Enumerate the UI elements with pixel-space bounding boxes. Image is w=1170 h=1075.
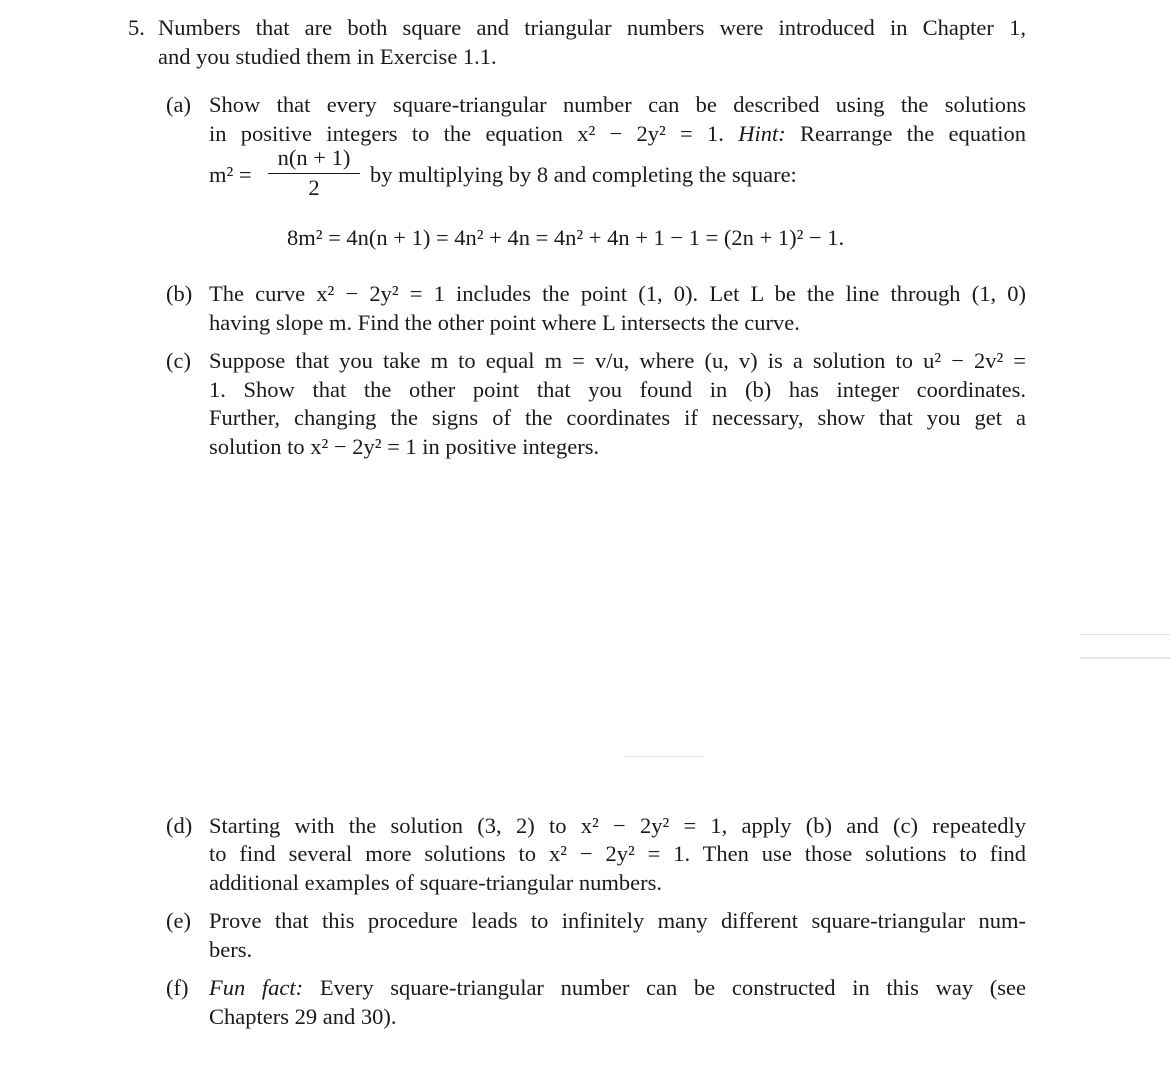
scan-artifact-line <box>625 756 705 757</box>
intro-line-2: and you studied them in Exercise 1.1. <box>158 44 497 69</box>
fraction-numerator: n(n + 1) <box>277 145 351 170</box>
part-c-line-4: solution to x² − 2y² = 1 in positive integers. <box>209 434 600 459</box>
part-d-line-1: Starting with the solution (3, 2) to x² − 2y² = 1, apply (b) and (c) repeatedly <box>209 813 1026 838</box>
problem-number: 5. <box>128 15 145 40</box>
fun-fact-label: Fun fact: <box>209 975 304 1000</box>
part-f-line-2: Chapters 29 and 30). <box>209 1004 397 1029</box>
part-c-label: (c) <box>166 348 191 373</box>
part-a-line-1: Show that every square-triangular number can be described using the solutions <box>209 92 1026 117</box>
fraction-denominator: 2 <box>308 175 320 200</box>
part-a-line-2-text: in positive integers to the equation <box>209 121 578 146</box>
part-d-line-2: to find several more solutions to x² − 2y² = 1. Then use those solutions to find <box>209 841 1026 866</box>
part-c-line-3: Further, changing the signs of the coordinates if necessary, show that you get a <box>209 405 1026 430</box>
intro-line-1: Numbers that are both square and triangular numbers were introduced in Chapter 1, <box>158 15 1026 40</box>
part-f-line-1 <box>209 974 1026 1002</box>
part-a-lhs: m² = <box>209 162 252 187</box>
hint-label: Hint: <box>738 121 786 146</box>
part-b-line-1: The curve x² − 2y² = 1 includes the point (1, 0). Let L be the line through (1, 0) <box>209 281 1026 306</box>
display-equation: 8m² = 4n(n + 1) = 4n² + 4n = 4n² + 4n + 1 − 1 = (2n + 1)² − 1. <box>287 225 845 250</box>
part-d-line-3: additional examples of square-triangular numbers. <box>209 870 662 895</box>
fraction-n-n-plus-1-over-2 <box>268 146 360 200</box>
scan-artifact-line <box>1080 657 1170 659</box>
part-b-line-2: having slope m. Find the other point where L intersects the curve. <box>209 310 800 335</box>
part-b-label: (b) <box>166 281 193 306</box>
part-e-label: (e) <box>166 908 191 933</box>
part-d-label: (d) <box>166 813 193 838</box>
part-a-equation: x² − 2y² = 1. <box>577 121 724 146</box>
scan-artifact-line <box>1080 634 1170 635</box>
part-e-line-1: Prove that this procedure leads to infinitely many different square-triangular num- <box>209 908 1026 933</box>
part-a-label: (a) <box>166 92 191 117</box>
part-c-line-1: Suppose that you take m to equal m = v/u, where (u, v) is a solution to u² − 2v² = <box>209 348 1026 373</box>
part-e-line-2: bers. <box>209 937 253 962</box>
fraction-bar <box>268 173 360 174</box>
fun-fact-text: Every square-triangular number can be constructed in this way (see <box>319 975 1026 1000</box>
part-a-line-2 <box>209 120 1026 148</box>
part-c-line-2: 1. Show that the other point that you found in (b) has integer coordinates. <box>209 377 1026 402</box>
part-f-label: (f) <box>166 975 189 1000</box>
hint-text: Rearrange the equation <box>800 121 1026 146</box>
part-a-line-3: by multiplying by 8 and completing the square: <box>370 162 797 187</box>
